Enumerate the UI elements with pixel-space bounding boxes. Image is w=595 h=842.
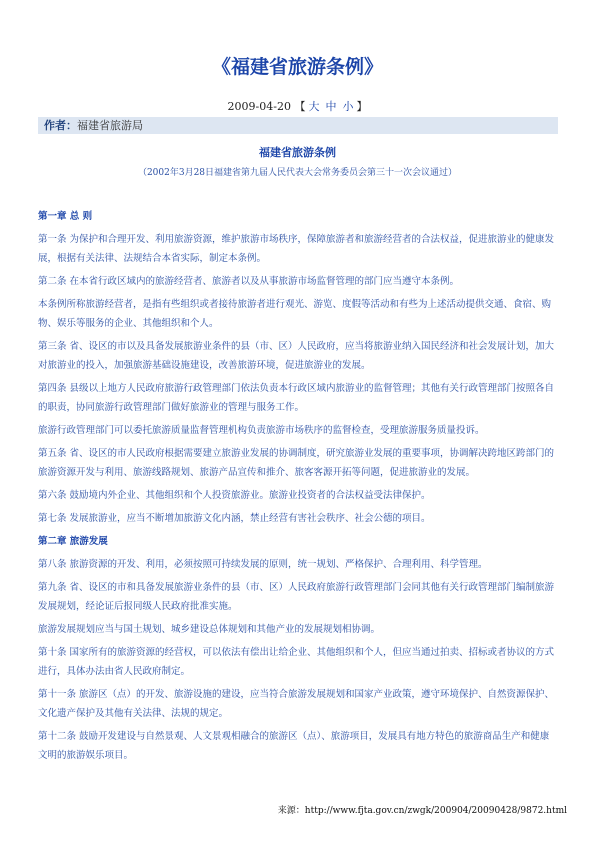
author-bar: [38, 117, 558, 134]
article-paragraph: 第六条 鼓励境内外企业、其他组织和个人投资旅游业。旅游业投资者的合法权益受法律保护。: [38, 490, 431, 501]
size-bracket-close: 】: [356, 100, 368, 113]
article-paragraph: 第四条 县级以上地方人民政府旅游行政管理部门依法负责本行政区域内旅游业的监督管理；其他有关行政管理部门按照各自的职责，协同旅游行政管理部门做好旅游业的管理与服务工作。: [38, 383, 555, 413]
article-paragraph: 第十一条 旅游区（点）的开发、旅游设施的建设，应当符合旅游发展规划和国家产业政策，遵守环境保护、自然资源保护、文化遗产保护及其他有关法律、法规的规定。: [38, 689, 555, 719]
font-size-large-link[interactable]: 大: [308, 100, 320, 113]
font-size-small-link[interactable]: 小: [342, 100, 354, 113]
article-paragraph: 旅游发展规划应当与国土规划、城乡建设总体规划和其他产业的发展规划相协调。: [38, 624, 381, 635]
article-paragraph: 第八条 旅游资源的开发、利用，必须按照可持续发展的原则，统一规划、严格保护、合理利用、科学管理。: [38, 559, 488, 570]
font-size-medium-link[interactable]: 中: [325, 100, 337, 113]
article-paragraph: 第二条 在本省行政区域内的旅游经营者、旅游者以及从事旅游市场监督管理的部门应当遵守本条例。: [38, 276, 460, 287]
document-body: [38, 207, 558, 769]
source-url[interactable]: http://www.fjta.gov.cn/zwgk/200904/20090428/9872.html: [304, 806, 567, 816]
source-label: 来源：: [277, 806, 305, 816]
law-subtitle: （2002年3月28日福建省第九届人民代表大会常务委员会第三十一次会议通过）: [137, 168, 458, 178]
article-paragraph: 第十二条 鼓励开发建设与自然景观、人文景观相融合的旅游区（点）、旅游项目，发展具有地方特色的旅游商品生产和健康文明的旅游娱乐项目。: [38, 731, 550, 761]
article-paragraph: 第九条 省、设区的市和具备发展旅游业条件的县（市、区）人民政府旅游行政管理部门会同其他有关行政管理部门编制旅游发展规划，经论证后报同级人民政府批准实施。: [38, 582, 555, 612]
article-paragraph: 旅游行政管理部门可以委托旅游质量监督管理机构负责旅游市场秩序的监督检查，受理旅游服务质量投诉。: [38, 425, 485, 436]
article-paragraph: 第一条 为保护和合理开发、利用旅游资源，维护旅游市场秩序，保障旅游者和旅游经营者的合法权益，促进旅游业的健康发展，根据有关法律、法规结合本省实际，制定本条例。: [38, 234, 555, 264]
author-label: 作者：: [44, 119, 77, 132]
chapter-heading: 第一章 总 则: [38, 211, 93, 222]
article-paragraph: 第七条 发展旅游业，应当不断增加旅游文化内涵，禁止经营有害社会秩序、社会公德的项目。: [38, 513, 431, 524]
article-paragraph: 第十条 国家所有的旅游资源的经营权，可以依法有偿出让给企业、其他组织和个人，但应当通过拍卖、招标或者协议的方式进行，具体办法由省人民政府制定。: [38, 647, 555, 677]
author-name: 福建省旅游局: [77, 119, 143, 132]
publish-date: 2009-04-20: [227, 100, 291, 113]
source-line: [278, 803, 567, 816]
size-bracket-open: 【: [294, 100, 306, 113]
article-paragraph: 第三条 省、设区的市以及具备发展旅游业条件的县（市、区）人民政府，应当将旅游业纳入国民经济和社会发展计划，加大对旅游业的投入，加强旅游基础设施建设，改善旅游环境，促进旅游业的发展。: [38, 341, 555, 371]
chapter-heading: 第二章 旅游发展: [38, 536, 108, 547]
law-title: 福建省旅游条例: [259, 146, 336, 159]
article-paragraph: 第五条 省、设区的市人民政府根据需要建立旅游业发展的协调制度，研究旅游业发展的重要事项，协调解决跨地区跨部门的旅游资源开发与利用、旅游线路规划、旅游产品宣传和推介、旅客客源开拓等问题，促进旅游业的发展。: [38, 448, 555, 478]
article-paragraph: 本条例所称旅游经营者，是指有些组织或者接待旅游者进行观光、游览、度假等活动和有些为上述活动提供交通、食宿、购物、娱乐等服务的企业、其他组织和个人。: [38, 299, 552, 329]
date-line: [0, 98, 595, 114]
page-title: 《福建省旅游条例》: [211, 56, 383, 78]
